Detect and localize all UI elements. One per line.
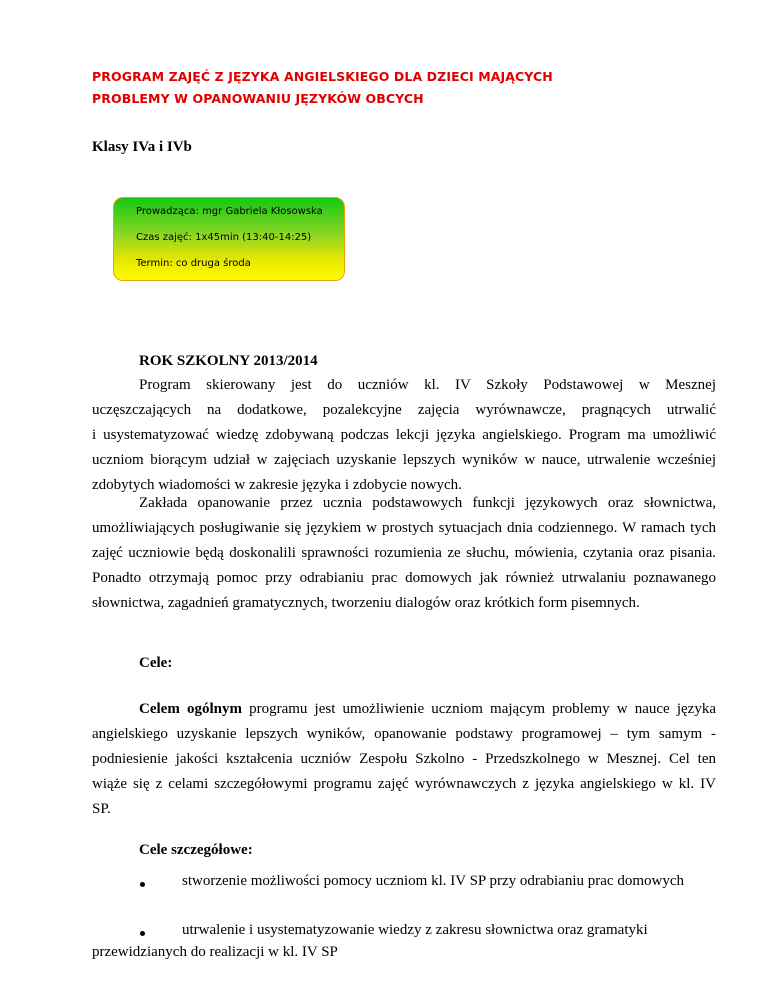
time-line: Czas zajęć: 1x45min (13:40-14:25) [136, 232, 312, 243]
general-goal-first-rest: programu jest umożliwienie uczniom mającym problemy w nauce języka [241, 701, 716, 717]
general-goal-line: wiąże się z celami szczegółowymi programu zajęć wyrównawczych z języka angielskiego w kl. IV [92, 776, 716, 792]
assumptions-line: słownictwa, zagadnień gramatycznych, tworzeniu dialogów oraz krótkich form pisemnych. [92, 595, 640, 611]
general-goal-line: angielskiego uzyskanie lepszych wyników, opanowanie podstawy programowej – tym samym - [92, 726, 716, 742]
document-title [92, 66, 712, 110]
bullet-icon [140, 882, 145, 887]
assumptions-line: Ponadto otrzymają pomoc przy odrabianiu prac domowych jak również utrwalaniu poznawanego [92, 570, 716, 586]
teacher-line: Prowadząca: mgr Gabriela Kłosowska [136, 206, 323, 217]
intro-line: uczęszczających na dodatkowe, pozalekcyjne zajęcia wyrównawcze, pragnących utrwalić [92, 402, 716, 418]
specific-goal-item-continuation: przewidzianych do realizacji w kl. IV SP [92, 944, 338, 960]
assumptions-line: umożliwiających posługiwanie się językiem w prostych sytuacjach dnia codziennego. W ramach tych [92, 520, 716, 536]
assumptions-paragraph [92, 491, 716, 616]
title-line-2: PROBLEMY W OPANOWANIU JĘZYKÓW OBCYCH [92, 91, 424, 106]
intro-paragraph [92, 373, 716, 498]
assumptions-line: zajęć uczniowie będą doskonalili sprawności rozumienia ze słuchu, mówienia, czytania oraz pisania. [92, 545, 716, 561]
school-year-heading: ROK SZKOLNY 2013/2014 [139, 353, 318, 369]
general-goal-first-line [92, 697, 716, 722]
general-goal-lead: Celem ogólnym [139, 701, 242, 717]
intro-line: zdobytych wiadomości w zakresie języka i zdobycie nowych. [92, 477, 462, 493]
general-goal-paragraph [92, 697, 716, 822]
specific-goals-heading: Cele szczegółowe: [139, 842, 253, 858]
info-box [113, 197, 345, 281]
intro-line: Program skierowany jest do uczniów kl. IV Szkoły Podstawowej w Mesznej [139, 377, 716, 393]
bullet-icon [140, 931, 145, 936]
title-line-1: PROGRAM ZAJĘĆ Z JĘZYKA ANGIELSKIEGO DLA DZIECI MAJĄCYCH [92, 69, 553, 84]
specific-goal-item: utrwalenie i usystematyzowanie wiedzy z zakresu słownictwa oraz gramatyki [182, 922, 648, 938]
intro-line: uczniom biorącym udział w zajęciach uzyskanie lepszych wyników w nauce, utrwalenie wcześniej [92, 452, 716, 468]
assumptions-line: Zakłada opanowanie przez ucznia podstawowych funkcji językowych oraz słownictwa, [139, 495, 716, 511]
general-goal-line: SP. [92, 801, 111, 817]
specific-goal-item: stworzenie możliwości pomocy uczniom kl. IV SP przy odrabianiu prac domowych [182, 873, 684, 889]
goals-heading: Cele: [139, 655, 173, 671]
intro-line: i usystematyzować wiedzę zdobywaną podczas lekcji języka angielskiego. Program ma umożliwić [92, 427, 716, 443]
general-goal-line: podniesienie jakości kształcenia uczniów Zespołu Szkolno - Przedszkolnego w Mesznej. Cel ten [92, 751, 716, 767]
classes-label: Klasy IVa i IVb [92, 139, 192, 155]
term-line: Termin: co druga środa [136, 258, 251, 269]
